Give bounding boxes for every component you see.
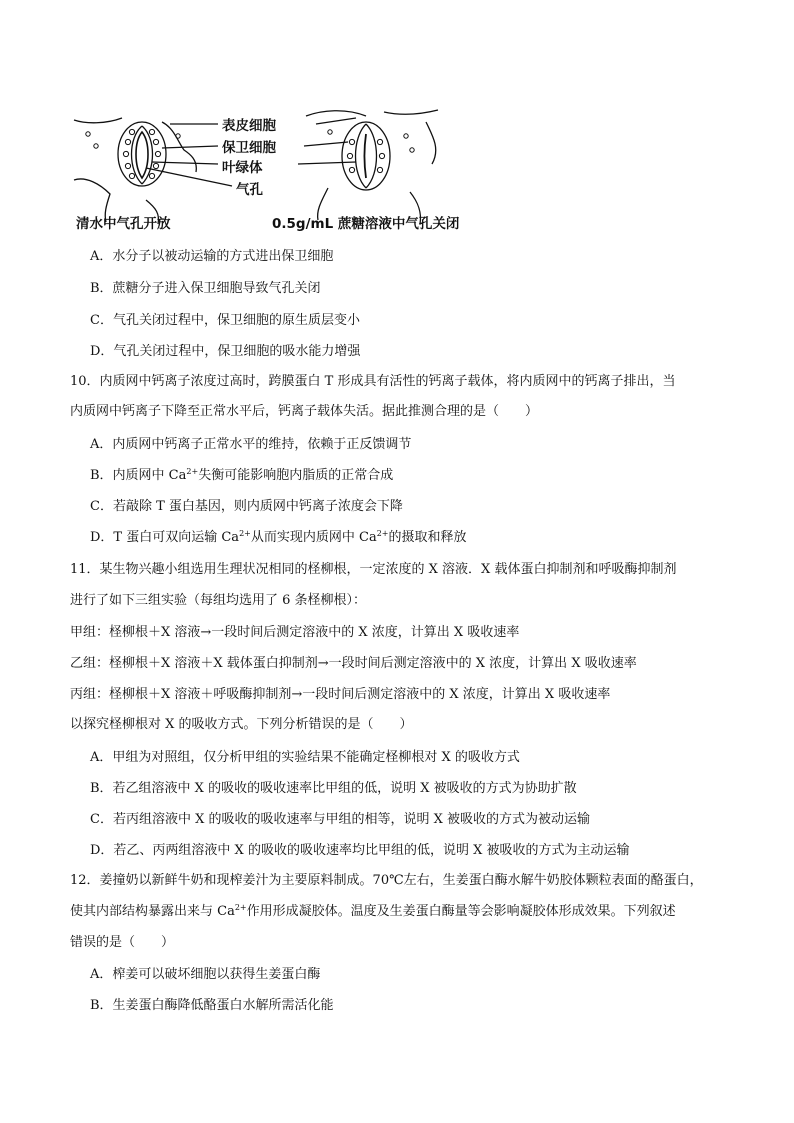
right-guard-outer [342,122,390,190]
right-epidermal-outline-top2 [384,110,438,114]
q9-option-a: A．水分子以被动运输的方式进出保卫细胞 [90,249,334,264]
q10-option-b [90,467,393,485]
q9-option-d: D．气孔关闭过程中，保卫细胞的吸水能力增强 [90,344,361,359]
q12-stem-line2 [70,903,676,921]
q12-stem-line2-pre: 使其内部结构暴露出来与 Ca [70,904,235,919]
q12-stem-line2-post: 作用形成凝胶体。温度及生姜蛋白酶量等会影响凝胶体形成效果。下列叙述 [246,904,676,919]
q11-stem-line2: 进行了如下三组实验（每组均选用了 6 条柽柳根）： [70,593,367,608]
q10-option-b-pre: B．内质网中 Ca [90,468,187,483]
q11-stem-line3: 以探究柽柳根对 X 的吸收方式。下列分析错误的是（ ） [70,717,413,732]
q10-option-d [90,529,467,547]
q11-option-c: C．若丙组溶液中 X 的吸收的吸收速率与甲组的相等，说明 X 被吸收的方式为被动运输 [90,812,590,827]
q10-option-b-post: 失衡可能影响胞内脂质的正常合成 [198,468,394,483]
q9-option-c: C．气孔关闭过程中，保卫细胞的原生质层变小 [90,313,360,328]
right-guard-inner-r [366,124,377,188]
leader-guard-l [162,146,218,148]
q10-stem-line1: 10．内质网中钙离子浓度过高时，跨膜蛋白 T 形成具有活性的钙离子载体，将内质网中的钙离子排出，当 [70,374,676,389]
q12-stem-line1: 12．姜撞奶以新鲜牛奶和现榨姜汁为主要原料制成。70℃左右，生姜蛋白酶水解牛奶胶体颗粒表面的酪蛋白， [70,873,703,888]
q10-option-d-post: 的摄取和释放 [388,530,467,545]
label-epidermal-cell: 表皮细胞 [222,118,276,134]
leader-epidermal-r [316,118,356,124]
q11-option-d: D．若乙、丙两组溶液中 X 的吸收的吸收速率均比甲组的低，说明 X 被吸收的方式为主动运输 [90,843,630,858]
caption-open-stoma: 清水中气孔开放 [76,216,171,232]
right-stoma-slit [365,134,367,178]
q10-option-a: A．内质网中钙离子正常水平的维持，依赖于正反馈调节 [90,437,412,452]
label-chloroplast: 叶绿体 [222,160,263,176]
label-guard-cell: 保卫细胞 [222,140,276,156]
q9-option-b: B．蔗糖分子进入保卫细胞导致气孔关闭 [90,281,321,296]
q11-group-c: 丙组：柽柳根＋X 溶液＋呼吸酶抑制剂→一段时间后测定溶液中的 X 浓度，计算出 X 吸收速率 [70,687,611,702]
right-epidermal-outline-right [426,122,436,164]
q11-group-b: 乙组：柽柳根＋X 溶液＋X 载体蛋白抑制剂→一段时间后测定溶液中的 X 浓度，计算出 X 吸收速率 [70,656,637,671]
stomata-figure [66,102,486,232]
left-epidermal-outline-top [74,118,122,123]
q11-stem-line1: 11．某生物兴趣小组选用生理状况相同的柽柳根，一定浓度的 X 溶液．X 载体蛋白抑制剂和呼吸酶抑制剂 [70,562,677,577]
left-stoma-pore [136,132,148,178]
q11-option-a: A．甲组为对照组，仅分析甲组的实验结果不能确定柽柳根对 X 的吸收方式 [90,750,520,765]
q10-option-c: C．若敲除 T 蛋白基因，则内质网中钙离子浓度会下降 [90,499,403,514]
caption-closed-stoma: 0.5g/mL 蔗糖溶液中气孔关闭 [272,216,460,232]
q10-option-d-sup1: 2+ [239,529,251,538]
q11-group-a: 甲组：柽柳根＋X 溶液→一段时间后测定溶液中的 X 浓度，计算出 X 吸收速率 [70,625,520,640]
right-epidermal-outline-top [306,111,366,116]
q10-option-d-mid: 从而实现内质网中 Ca [250,530,377,545]
q10-option-b-sup: 2+ [186,467,199,476]
leader-guard-r [304,142,348,146]
q11-option-b: B．若乙组溶液中 X 的吸收的吸收速率比甲组的低，说明 X 被吸收的方式为协助扩散 [90,781,577,796]
label-stoma: 气孔 [236,182,263,198]
q12-option-b: B．生姜蛋白酶降低酪蛋白水解所需活化能 [90,998,334,1013]
q12-stem-line3: 错误的是（ ） [70,935,175,950]
q12-stem-line2-sup: 2+ [234,903,247,912]
q10-option-d-sup2: 2+ [376,529,389,538]
q10-stem-line2: 内质网中钙离子下降至正常水平后，钙离子载体失活。据此推测合理的是（ ） [70,404,539,419]
q10-option-d-pre: D．T 蛋白可双向运输 Ca [90,530,240,545]
q12-option-a: A．榨姜可以破坏细胞以获得生姜蛋白酶 [90,967,321,982]
leader-chloroplast-l [152,162,218,164]
leader-chloroplast-r [298,162,356,164]
